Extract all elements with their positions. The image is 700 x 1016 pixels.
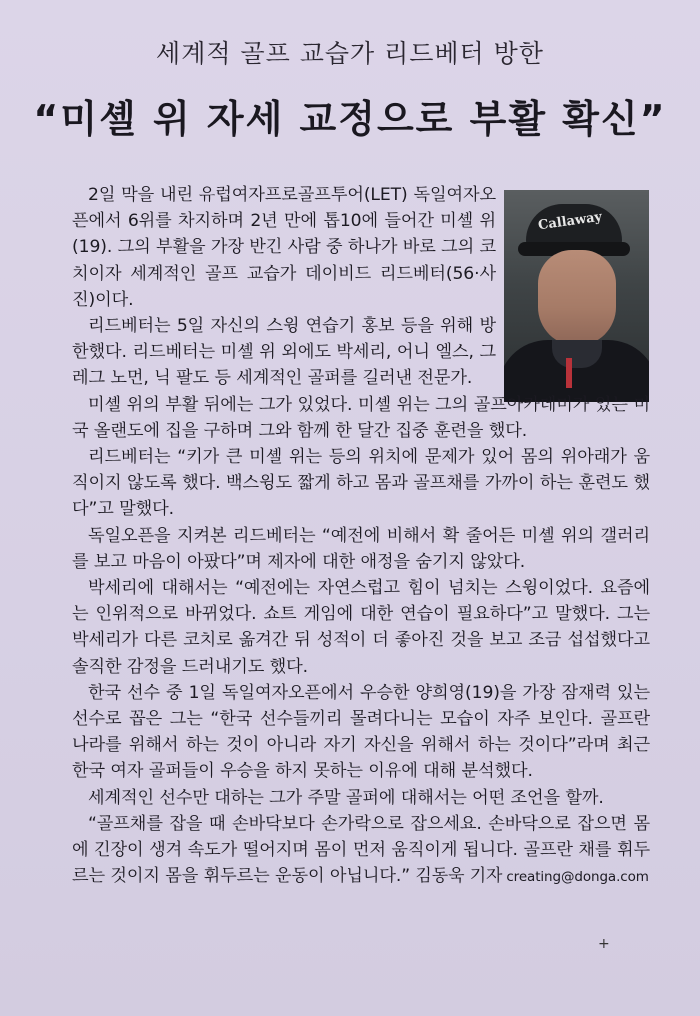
byline [415,866,648,886]
paragraph-5: 독일오픈을 지켜본 리드베터는 “예전에 비해서 확 줄어든 미셸 위의 갤러리를 보고 마음이 아팠다”며 제자에 대한 애정을 숨기지 않았다. [72,525,650,572]
paragraph-6: 박세리에 대해서는 “예전에는 자연스럽고 힘이 넘치는 스윙이었다. 요즘에는 인위적으로 바뀌었다. 쇼트 게임에 대한 연습이 필요하다”고 말했다. 그는 박세리가 다른 코치로 옮겨간 뒤 성적이 더 좋아진 것을 보고 조금 섭섭했다고 솔직한 감정을 드러내기도 했다. [72,578,650,677]
paragraph-4: 리드베터는 “키가 큰 미셸 위는 등의 위치에 문제가 있어 몸의 위아래가 움직이지 않도록 했다. 백스윙도 짧게 하고 몸과 골프채를 가까이 하는 훈련도 했다”고 말했다. [72,447,650,520]
byline-email: creating@donga.com [506,869,649,886]
quote-text: “골프채를 잡을 때 손바닥보다 손가락으로 잡으세요. 손바닥으로 잡으면 몸에 긴장이 생겨 속도가 떨어지며 몸이 먼저 움직이게 됩니다. 골프란 채를 휘두르는 것이지 몸을 휘두르는 운동이 아닙니다.” [72,813,650,887]
cap-logo: Callaway [537,209,603,234]
paragraph-7: 한국 선수 중 1일 독일여자오픈에서 우승한 양희영(19)을 가장 잠재력 있는 선수로 꼽은 그는 “한국 선수들끼리 몰려다니는 모습이 자주 보인다. 골프란 나라를 위해서 하는 것이 아니라 자기 자신을 위해서 하는 것이다”라며 최근 한국 여자 골퍼들이 우승을 하지 못하는 이유에 대해 분석했다. [72,682,650,782]
byline-name: 김동욱 기자 [415,866,503,887]
paragraph-9 [72,811,650,891]
paragraph-2: 리드베터는 5일 자신의 스윙 연습기 홍보 등을 위해 방한했다. 리드베터는 미셸 위 외에도 박세리, 어니 엘스, 그레그 노먼, 닉 팔도 등 세계적인 골퍼를 길러낸 전문가. [72,316,496,389]
paragraph-1: 2일 막을 내린 유럽여자프로골프투어(LET) 독일여자오픈에서 6위를 차지하며 2년 만에 톱10에 들어간 미셸 위(19). 그의 부활을 가장 반긴 사람 중 하나가 바로 그의 코치이자 세계적인 골프 교습가 데이비드 리드베터(56·사진)이다. [72,185,496,310]
article-body [72,182,650,890]
article-kicker: 세계적 골프 교습가 리드베터 방한 [156,39,544,68]
paragraph-3: 미셸 위의 부활 뒤에는 그가 있었다. 미셸 위는 그의 골프아카데미가 있는 미국 올랜도에 집을 구하며 그와 함께 한 달간 집중 훈련을 했다. [72,394,650,441]
print-mark-icon: + [598,936,610,952]
article-headline: “미셸 위 자세 교정으로 부활 확신” [33,97,667,141]
paragraph-8: 세계적인 선수만 대하는 그가 주말 골퍼에 대해서는 어떤 조언을 할까. [88,787,604,808]
